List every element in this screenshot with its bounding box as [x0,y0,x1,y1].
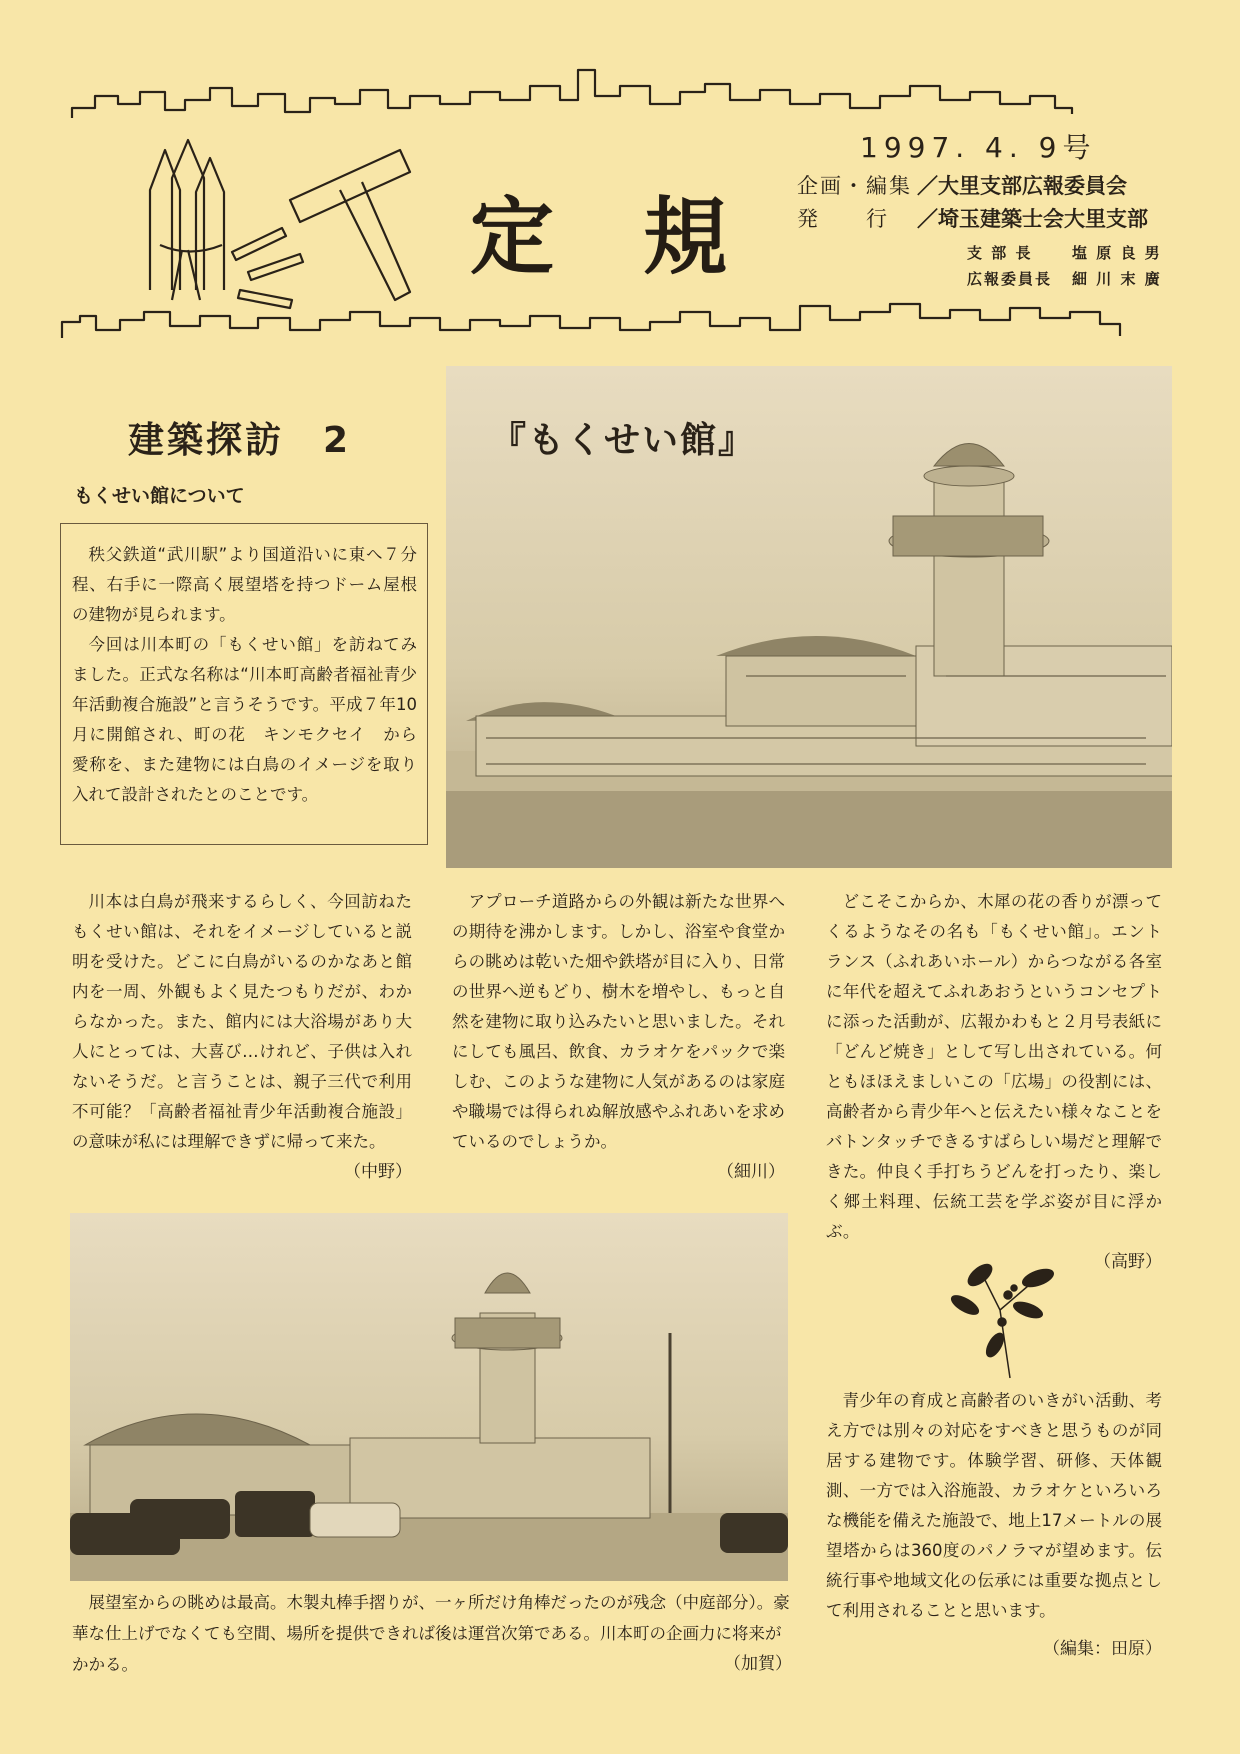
credit-editor-value: ／大里支部広報委員会 [917,174,1127,198]
column-hosokawa-author: （細川） [717,1162,785,1182]
credit-publisher-value: ／埼玉建築士会大里支部 [917,207,1148,231]
article-subtitle: もくせい館について [74,485,245,507]
column-takano-author: （高野） [1094,1252,1162,1272]
photo-caption-text: 展望室からの眺めは最高。木製丸棒手摺りが、一ヶ所だけ角棒だったのが残念（中庭部分）。豪華な仕上げでなくても空間、場所を提供できれば後は運営次第である。川本町の企画力に将来がかかる。 [72,1593,790,1674]
photo-parking-drawing [70,1213,788,1581]
osmanthus-branch-icon [940,1250,1070,1380]
intro-paragraph-2: 今回は川本町の「もくせい館」を訪ねてみました。正式な名称は“川本町高齢者福祉青少年活動複合施設”と言うそうです。平成７年10月に開館され、町の花 キンモクセイ から愛称を、また建物には白鳥のイメージを取り入れて設計されたとのことです。 [72,635,417,804]
officer-branch-chief-value: 塩 原 良 男 [1072,244,1162,262]
credit-editor [797,170,1127,200]
column-takano-text: どこそこからか、木犀の花の香りが漂ってくるようなその名も「もくせい館」。エントランス（ふれあいホール）からつながる各室に年代を超えてふれあおうというコンセプトに添った活動が、広報かわもと２月号表紙に「どんど焼き」として写し出されている。何ともほほえましいこの「広場」の役割には、高齢者から青少年へと伝えたい様々なことをバトンタッチできるすばらしい場だと理解できた。仲良く手打ちうどんを打ったり、楽しく郷土料理、伝統工芸を学ぶ姿が目に浮かぶ。 [826,892,1162,1241]
credit-publisher-key: 発 行 [797,207,889,231]
photo-caption [72,1587,792,1680]
column-takano [826,887,1162,1277]
masthead-title: 定 規 [470,188,758,286]
officer-branch-chief-key: 支 部 長 [967,244,1033,262]
column-tahara-text: 青少年の育成と高齢者のいきがい活動、考え方では別々の対応をすべきと思うものが同居する建物です。体験学習、研修、天体観測、一方では入浴施設、カラオケといろいろな機能を備えた施設で、地上17メートルの展望塔からは360度のパノラマが望めます。伝統行事や地域文化の伝承には重要な拠点として利用されることと思います。 [826,1391,1162,1620]
officer-pr-chair [967,268,1162,289]
credit-publisher [797,203,1148,233]
column-hosokawa [452,887,785,1187]
officer-pr-chair-key: 広報委員長 [967,270,1053,288]
credit-editor-key: 企画・編集 [797,174,912,198]
column-nakano [72,887,412,1187]
officer-branch-chief [967,242,1162,263]
feature-title: 『もくせい館』 [490,420,757,461]
issue-number: 1997. 4. 9号 [860,131,1097,164]
column-nakano-author: （中野） [344,1162,412,1182]
section-title: 建築探訪 2 [128,420,352,461]
column-tahara [826,1386,1162,1664]
officer-pr-chair-value: 細 川 末 廣 [1072,270,1162,288]
intro-paragraph-1: 秩父鉄道“武川駅”より国道沿いに東へ７分程、右手に一際高く展望塔を持つドーム屋根の建物が見られます。 [72,545,417,624]
photo-caption-author: （加賀） [724,1654,792,1674]
intro-text [72,540,417,810]
column-nakano-text: 川本は白鳥が飛来するらしく、今回訪ねたもくせい館は、それをイメージしていると説明を受けた。どこに白鳥がいるのかなあと館内を一周、外観もよく見たつもりだが、わからなかった。また、館内には大浴場があり大人にとっては、大喜び…けれど、子供は入れないそうだ。と言うことは、親子三代で利用不可能？「高齢者福祉青少年活動複合施設」の意味が私には理解できずに帰って来た。 [72,892,412,1151]
photo-parking-view [70,1213,788,1581]
column-tahara-author: （編集：田原） [1043,1639,1162,1659]
column-hosokawa-text: アプローチ道路からの外観は新たな世界への期待を沸かします。しかし、浴室や食堂からの眺めは乾いた畑や鉄塔が目に入り、日常の世界へ逆もどり、樹木を増やし、もっと自然を建物に取り込みたいと思いました。それにしても風呂、飲食、カラオケをパックで楽しむ、このような建物に人気があるのは家庭や職場では得られぬ解放感やふれあいを求めているのでしょうか。 [452,892,785,1151]
